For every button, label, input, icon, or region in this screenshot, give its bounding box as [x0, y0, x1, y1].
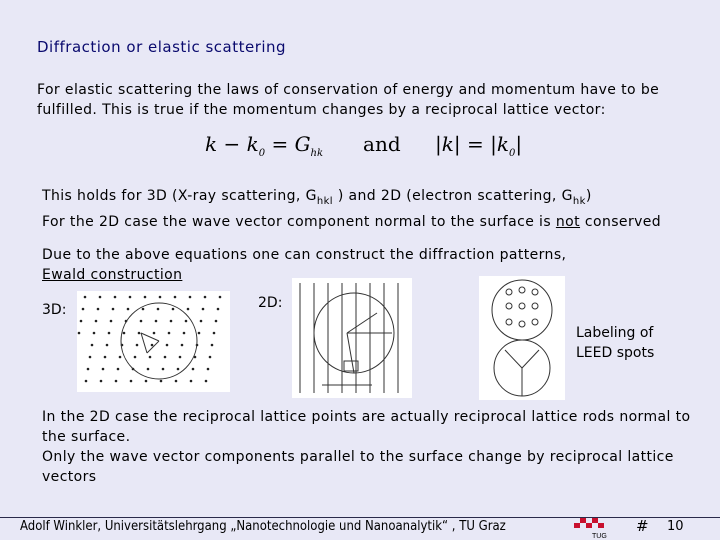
normal-text-b: conserved: [580, 213, 662, 230]
lattice-point: [123, 332, 126, 335]
lattice-point: [192, 368, 195, 371]
lattice-point: [134, 356, 137, 359]
lattice-point: [217, 308, 220, 311]
rods-paragraph: [42, 407, 702, 487]
lattice-point: [215, 320, 218, 323]
holds-sub-hkl: hkl: [316, 195, 333, 207]
intro-paragraph: For elastic scattering the laws of conservation of energy and momentum have to be fulfilled. This is true if the momentum changes by a reciprocal lattice vector:: [37, 82, 660, 118]
due-text: Due to the above equations one can construct the diffraction patterns,: [42, 247, 567, 263]
lattice-point: [91, 344, 94, 347]
page-number: 10: [667, 519, 684, 534]
lattice-point: [207, 368, 210, 371]
lattice-point: [181, 344, 184, 347]
ewald-2d-figure: [292, 278, 412, 398]
lattice-point: [100, 380, 103, 383]
lattice-point: [129, 296, 132, 299]
lattice-point: [183, 332, 186, 335]
lattice-point: [93, 332, 96, 335]
holds-text-b: ) and 2D (electron scattering, G: [332, 188, 573, 204]
lattice-point: [219, 296, 222, 299]
lattice-point: [142, 308, 145, 311]
lattice-point: [205, 380, 208, 383]
lattice-point: [99, 296, 102, 299]
lattice-point: [104, 356, 107, 359]
lattice-point: [87, 368, 90, 371]
lattice-point: [179, 356, 182, 359]
lattice-point: [82, 308, 85, 311]
ewald-construction-link: Ewald construction: [42, 267, 183, 283]
lattice-point: [204, 296, 207, 299]
normal-not: not: [555, 213, 581, 230]
footer-text: Adolf Winkler, Universitätslehrgang „Nanotechnologie und Nanoanalytik“ , TU Graz: [20, 519, 506, 534]
lattice-point: [211, 344, 214, 347]
lattice-point: [187, 308, 190, 311]
lattice-point: [162, 368, 165, 371]
lattice-point: [127, 308, 130, 311]
lattice-point: [209, 356, 212, 359]
lattice-point: [119, 356, 122, 359]
lattice-point: [136, 344, 139, 347]
holds-text-c: ): [585, 188, 592, 204]
lattice-point: [151, 344, 154, 347]
lattice-point: [155, 320, 158, 323]
lattice-point: [85, 380, 88, 383]
rods-text-1: In the 2D case the reciprocal lattice points are actually reciprocal lattice rods normal to the surface.: [42, 409, 691, 445]
tug-logo-icon: [572, 515, 612, 540]
footer-divider: [0, 517, 720, 518]
lattice-point: [168, 332, 171, 335]
conservation-formula: [205, 132, 522, 159]
lattice-point: [84, 296, 87, 299]
lattice-point: [130, 380, 133, 383]
formula-left: k − k: [205, 132, 259, 156]
lattice-point: [177, 368, 180, 371]
lattice-point: [108, 332, 111, 335]
lattice-point: [106, 344, 109, 347]
lattice-point: [89, 356, 92, 359]
lattice-point: [145, 380, 148, 383]
lattice-point: [172, 308, 175, 311]
lattice-point: [200, 320, 203, 323]
lattice-point: [174, 296, 177, 299]
lattice-point: [153, 332, 156, 335]
lattice-point: [114, 296, 117, 299]
lattice-point: [147, 368, 150, 371]
ewald-3d-figure: [77, 291, 230, 392]
lattice-point: [160, 380, 163, 383]
lattice-point: [78, 332, 81, 335]
label-3d: 3D:: [42, 302, 67, 318]
lattice-point: [157, 308, 160, 311]
formula-eq: = G: [265, 132, 311, 156]
lattice-point: [170, 320, 173, 323]
lattice-point: [185, 320, 188, 323]
formula-right-end: |: [515, 132, 523, 156]
formula-sub-hk: hk: [310, 148, 324, 159]
lattice-point: [97, 308, 100, 311]
lattice-point: [95, 320, 98, 323]
lattice-point: [159, 296, 162, 299]
holds-sub-hk: hk: [572, 195, 586, 207]
leed-figure: [479, 276, 565, 400]
lattice-point: [117, 368, 120, 371]
lattice-point: [202, 308, 205, 311]
formula-sub0: 0: [258, 148, 266, 159]
lattice-point: [198, 332, 201, 335]
lattice-point: [190, 380, 193, 383]
lattice-point: [213, 332, 216, 335]
lattice-point: [149, 356, 152, 359]
lattice-point: [110, 320, 113, 323]
lattice-point: [140, 320, 143, 323]
lattice-point: [112, 308, 115, 311]
lattice-point: [164, 356, 167, 359]
lattice-point: [175, 380, 178, 383]
lattice-point: [138, 332, 141, 335]
holds-paragraph: [42, 186, 712, 232]
slide-hash: #: [636, 517, 649, 535]
leed-label: Labeling of LEED spots: [576, 325, 655, 361]
lattice-point: [102, 368, 105, 371]
lattice-point: [80, 320, 83, 323]
label-2d: 2D:: [258, 295, 283, 311]
lattice-point: [144, 296, 147, 299]
formula-right-sub: 0: [508, 148, 516, 159]
lattice-point: [166, 344, 169, 347]
rods-text-2: Only the wave vector components parallel to the surface change by reciprocal lattice vectors: [42, 449, 674, 485]
slide-title: Diffraction or elastic scattering: [37, 38, 287, 56]
formula-and: and: [363, 132, 401, 156]
holds-text-a: This holds for 3D (X-ray scattering, G: [42, 188, 317, 204]
lattice-point: [189, 296, 192, 299]
svg-text:TUG: TUG: [592, 533, 607, 540]
formula-right: |k| = |k: [435, 132, 509, 156]
lattice-point: [115, 380, 118, 383]
normal-text-a: For the 2D case the wave vector component normal to the surface is: [42, 213, 556, 230]
